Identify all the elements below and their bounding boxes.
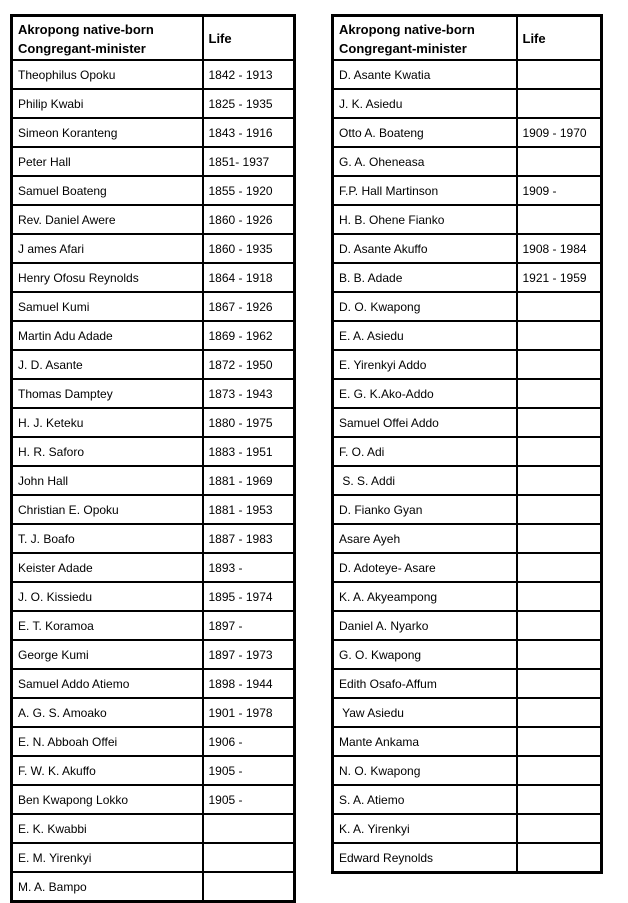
life-dates-cell: 1883 - 1951 — [203, 437, 295, 466]
table-row — [333, 292, 602, 321]
column-header-line2: Congregant-minister — [339, 40, 467, 56]
life-dates-cell: 1869 - 1962 — [203, 321, 295, 350]
table-row — [12, 205, 295, 234]
ministers-table-right — [331, 14, 603, 874]
table-row — [333, 147, 602, 176]
minister-name-cell: K. A. Akyeampong — [333, 582, 517, 611]
life-dates-cell: 1909 - 1970 — [517, 118, 602, 147]
life-dates-cell — [517, 756, 602, 785]
life-dates-cell: 1921 - 1959 — [517, 263, 602, 292]
table-row — [333, 437, 602, 466]
minister-name-cell: N. O. Kwapong — [333, 756, 517, 785]
table-row — [12, 553, 295, 582]
table-row — [333, 843, 602, 873]
table-row — [333, 89, 602, 118]
table-row — [333, 118, 602, 147]
life-dates-cell — [517, 785, 602, 814]
table-row — [12, 756, 295, 785]
life-dates-cell: 1873 - 1943 — [203, 379, 295, 408]
minister-name-cell: Samuel Offei Addo — [333, 408, 517, 437]
table-row — [12, 872, 295, 902]
minister-name-cell: E. A. Asiedu — [333, 321, 517, 350]
table-row — [333, 60, 602, 89]
life-dates-cell: 1897 - 1973 — [203, 640, 295, 669]
life-dates-cell — [517, 698, 602, 727]
table-header — [333, 16, 602, 61]
minister-name-cell: E. Yirenkyi Addo — [333, 350, 517, 379]
table-row — [12, 524, 295, 553]
minister-name-cell: M. A. Bampo — [12, 872, 203, 902]
table-row — [333, 698, 602, 727]
table-row — [12, 698, 295, 727]
minister-name-cell: E. K. Kwabbi — [12, 814, 203, 843]
life-dates-cell — [517, 379, 602, 408]
table-row — [333, 814, 602, 843]
table-row — [333, 582, 602, 611]
table-row — [12, 321, 295, 350]
column-header-line1: Akropong native-born — [339, 21, 475, 37]
minister-name-cell: Mante Ankama — [333, 727, 517, 756]
minister-name-cell: Simeon Koranteng — [12, 118, 203, 147]
life-dates-cell — [517, 524, 602, 553]
life-dates-cell — [517, 727, 602, 756]
minister-name-cell: George Kumi — [12, 640, 203, 669]
life-dates-cell: 1851- 1937 — [203, 147, 295, 176]
life-dates-cell: 1842 - 1913 — [203, 60, 295, 89]
life-dates-cell: 1855 - 1920 — [203, 176, 295, 205]
table-row — [12, 640, 295, 669]
table-row — [333, 379, 602, 408]
header-row — [12, 16, 295, 61]
minister-name-cell: S. A. Atiemo — [333, 785, 517, 814]
minister-name-cell: F. O. Adi — [333, 437, 517, 466]
minister-name-cell: Edward Reynolds — [333, 843, 517, 873]
minister-name-cell: S. S. Addi — [333, 466, 517, 495]
table-body — [12, 60, 295, 902]
table-row — [333, 263, 602, 292]
minister-name-cell: D. Fianko Gyan — [333, 495, 517, 524]
minister-name-cell: J ames Afari — [12, 234, 203, 263]
life-dates-cell — [517, 814, 602, 843]
minister-name-cell: Christian E. Opoku — [12, 495, 203, 524]
minister-name-cell: Keister Adade — [12, 553, 203, 582]
column-header-line2: Congregant-minister — [18, 40, 146, 56]
minister-name-cell: Thomas Damptey — [12, 379, 203, 408]
table-row — [333, 785, 602, 814]
life-dates-cell: 1860 - 1935 — [203, 234, 295, 263]
table-row — [333, 321, 602, 350]
table-row — [333, 640, 602, 669]
table-row — [12, 669, 295, 698]
minister-name-cell: Edith Osafo-Affum — [333, 669, 517, 698]
minister-name-cell: Philip Kwabi — [12, 89, 203, 118]
minister-name-cell: E. T. Koramoa — [12, 611, 203, 640]
life-dates-cell: 1895 - 1974 — [203, 582, 295, 611]
minister-name-cell: Theophilus Opoku — [12, 60, 203, 89]
minister-name-cell: Rev. Daniel Awere — [12, 205, 203, 234]
life-dates-cell: 1905 - — [203, 785, 295, 814]
minister-name-cell: Otto A. Boateng — [333, 118, 517, 147]
life-dates-cell: 1908 - 1984 — [517, 234, 602, 263]
minister-name-cell: F.P. Hall Martinson — [333, 176, 517, 205]
table-row — [12, 89, 295, 118]
minister-name-cell: H. B. Ohene Fianko — [333, 205, 517, 234]
life-dates-cell — [517, 553, 602, 582]
table-row — [12, 582, 295, 611]
column-header-line1: Akropong native-born — [18, 21, 154, 37]
table-row — [12, 379, 295, 408]
minister-name-cell: J. K. Asiedu — [333, 89, 517, 118]
table-row — [12, 60, 295, 89]
minister-name-cell: D. Adoteye- Asare — [333, 553, 517, 582]
minister-name-cell: G. O. Kwapong — [333, 640, 517, 669]
table-row — [333, 466, 602, 495]
table-row — [12, 814, 295, 843]
table-row — [12, 350, 295, 379]
table-row — [12, 292, 295, 321]
minister-name-cell: Daniel A. Nyarko — [333, 611, 517, 640]
column-header-life: Life — [203, 16, 295, 61]
life-dates-cell: 1909 - — [517, 176, 602, 205]
table-row — [12, 785, 295, 814]
table-row — [333, 669, 602, 698]
life-dates-cell — [517, 60, 602, 89]
column-header-life: Life — [517, 16, 602, 61]
table-row — [333, 495, 602, 524]
table-row — [333, 176, 602, 205]
minister-name-cell: J. O. Kissiedu — [12, 582, 203, 611]
life-dates-cell: 1901 - 1978 — [203, 698, 295, 727]
minister-name-cell: B. B. Adade — [333, 263, 517, 292]
table-row — [12, 437, 295, 466]
life-dates-cell — [203, 814, 295, 843]
life-dates-cell: 1860 - 1926 — [203, 205, 295, 234]
life-dates-cell — [517, 408, 602, 437]
life-dates-cell — [517, 611, 602, 640]
minister-name-cell: G. A. Oheneasa — [333, 147, 517, 176]
minister-name-cell: H. J. Keteku — [12, 408, 203, 437]
minister-name-cell: E. M. Yirenkyi — [12, 843, 203, 872]
life-dates-cell — [517, 843, 602, 873]
minister-name-cell: A. G. S. Amoako — [12, 698, 203, 727]
minister-name-cell: F. W. K. Akuffo — [12, 756, 203, 785]
column-header-congregant-minister — [333, 16, 517, 61]
header-row — [333, 16, 602, 61]
life-dates-cell — [517, 437, 602, 466]
table-row — [12, 147, 295, 176]
life-dates-cell — [517, 321, 602, 350]
table-row — [333, 611, 602, 640]
table-row — [12, 234, 295, 263]
life-dates-cell — [517, 582, 602, 611]
life-dates-cell: 1825 - 1935 — [203, 89, 295, 118]
life-dates-cell — [517, 350, 602, 379]
table-row — [12, 495, 295, 524]
life-dates-cell: 1881 - 1969 — [203, 466, 295, 495]
minister-name-cell: Yaw Asiedu — [333, 698, 517, 727]
table-row — [333, 408, 602, 437]
life-dates-cell — [203, 843, 295, 872]
life-dates-cell — [517, 292, 602, 321]
life-dates-cell: 1897 - — [203, 611, 295, 640]
table-row — [333, 727, 602, 756]
minister-name-cell: K. A. Yirenkyi — [333, 814, 517, 843]
minister-name-cell: J. D. Asante — [12, 350, 203, 379]
minister-name-cell: Martin Adu Adade — [12, 321, 203, 350]
life-dates-cell: 1867 - 1926 — [203, 292, 295, 321]
table-row — [12, 466, 295, 495]
minister-name-cell: Samuel Addo Atiemo — [12, 669, 203, 698]
minister-name-cell: Samuel Boateng — [12, 176, 203, 205]
life-dates-cell — [517, 495, 602, 524]
life-dates-cell: 1880 - 1975 — [203, 408, 295, 437]
minister-name-cell: D. Asante Kwatia — [333, 60, 517, 89]
minister-name-cell: D. O. Kwapong — [333, 292, 517, 321]
minister-name-cell: T. J. Boafo — [12, 524, 203, 553]
table-row — [333, 234, 602, 263]
life-dates-cell — [517, 89, 602, 118]
table-body — [333, 60, 602, 873]
table-row — [333, 553, 602, 582]
minister-name-cell: Peter Hall — [12, 147, 203, 176]
column-header-congregant-minister — [12, 16, 203, 61]
table-row — [12, 727, 295, 756]
life-dates-cell: 1898 - 1944 — [203, 669, 295, 698]
minister-name-cell: Asare Ayeh — [333, 524, 517, 553]
table-row — [12, 176, 295, 205]
table-header — [12, 16, 295, 61]
life-dates-cell: 1864 - 1918 — [203, 263, 295, 292]
life-dates-cell — [517, 205, 602, 234]
ministers-table-left — [10, 14, 296, 903]
life-dates-cell: 1887 - 1983 — [203, 524, 295, 553]
minister-name-cell: John Hall — [12, 466, 203, 495]
life-dates-cell — [203, 872, 295, 902]
life-dates-cell: 1905 - — [203, 756, 295, 785]
life-dates-cell: 1893 - — [203, 553, 295, 582]
life-dates-cell — [517, 147, 602, 176]
table-row — [333, 524, 602, 553]
minister-name-cell: D. Asante Akuffo — [333, 234, 517, 263]
minister-name-cell: E. G. K.Ako-Addo — [333, 379, 517, 408]
minister-name-cell: Samuel Kumi — [12, 292, 203, 321]
life-dates-cell — [517, 466, 602, 495]
minister-name-cell: Ben Kwapong Lokko — [12, 785, 203, 814]
life-dates-cell: 1872 - 1950 — [203, 350, 295, 379]
minister-name-cell: Henry Ofosu Reynolds — [12, 263, 203, 292]
life-dates-cell: 1843 - 1916 — [203, 118, 295, 147]
table-row — [333, 756, 602, 785]
life-dates-cell — [517, 669, 602, 698]
table-row — [12, 118, 295, 147]
life-dates-cell: 1881 - 1953 — [203, 495, 295, 524]
minister-name-cell: E. N. Abboah Offei — [12, 727, 203, 756]
life-dates-cell: 1906 - — [203, 727, 295, 756]
life-dates-cell — [517, 640, 602, 669]
table-row — [333, 205, 602, 234]
table-row — [12, 611, 295, 640]
minister-name-cell: H. R. Saforo — [12, 437, 203, 466]
table-row — [12, 263, 295, 292]
table-row — [333, 350, 602, 379]
table-row — [12, 843, 295, 872]
table-row — [12, 408, 295, 437]
